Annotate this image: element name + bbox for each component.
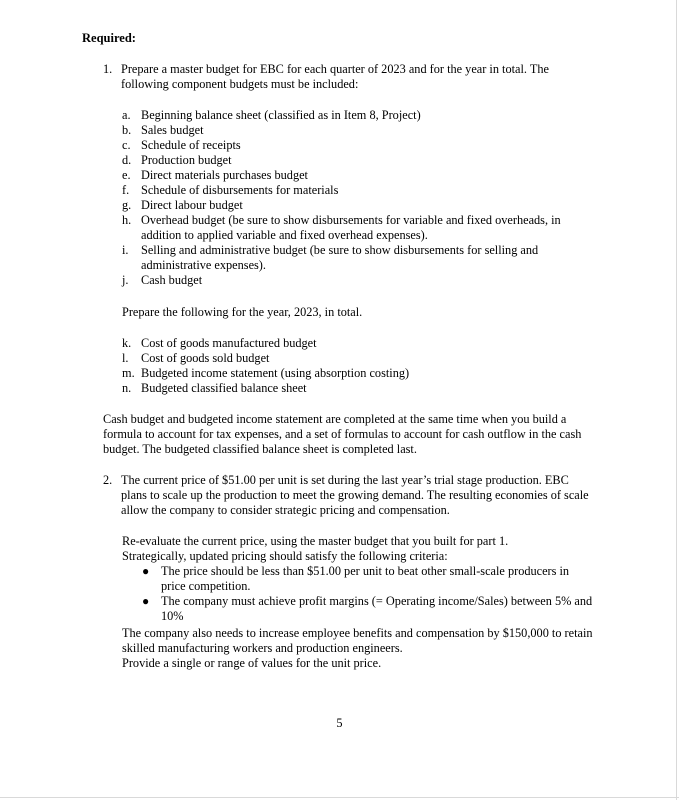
item-2-number: 2. [103, 473, 113, 487]
page-edge-right [676, 0, 677, 800]
list-text: Budgeted classified balance sheet [141, 381, 307, 395]
list-letter: h. [122, 213, 132, 227]
reevaluate-line-2: Strategically, updated pricing should satisfy the following criteria: [122, 549, 448, 563]
list-letter: a. [122, 108, 131, 122]
list-item-d [122, 153, 602, 168]
item-2-text: The current price of $51.00 per unit is set during the last year’s trial stage production. EBC plans to scale up the production to meet the growing demand. The resulting economies of scale allow the company to consider strategic pricing and compensation. [121, 473, 589, 517]
list-text: Sales budget [141, 123, 204, 137]
list-letter: e. [122, 168, 131, 182]
yearly-budget-list [122, 336, 602, 396]
list-item-f [122, 183, 602, 198]
list-letter: b. [122, 123, 132, 137]
item-1-text: Prepare a master budget for EBC for each quarter of 2023 and for the year in total. The following component budgets must be included: [121, 62, 549, 91]
list-item-a [122, 108, 602, 123]
list-letter: n. [122, 381, 132, 395]
reevaluate-line-1: Re-evaluate the current price, using the master budget that you built for part 1. [122, 534, 509, 548]
list-item-i [122, 243, 602, 273]
unit-price-instruction: Provide a single or range of values for the unit price. [122, 656, 382, 670]
required-heading: Required: [82, 31, 136, 45]
list-item-h [122, 213, 602, 243]
list-letter: g. [122, 198, 132, 212]
compensation-note: The company also needs to increase employee benefits and compensation by $150,000 to retain skilled manufacturing workers and production engineers. [122, 626, 593, 655]
criteria-text: The price should be less than $51.00 per unit to beat other small-scale producers in price competition. [161, 564, 570, 593]
list-text: Budgeted income statement (using absorption costing) [141, 366, 410, 380]
list-letter: l. [122, 351, 129, 365]
criteria-text: The company must achieve profit margins (= Operating income/Sales) between 5% and 10% [161, 594, 593, 623]
list-letter: d. [122, 153, 132, 167]
list-text: Schedule of receipts [141, 138, 241, 152]
list-text: Overhead budget (be sure to show disbursements for variable and fixed overheads, in addition to applied variable and fixed overhead expenses). [141, 213, 561, 242]
list-letter: k. [122, 336, 132, 350]
list-text: Schedule of disbursements for materials [141, 183, 339, 197]
list-item-j [122, 273, 602, 288]
list-item-l [122, 351, 602, 366]
item-2 [103, 473, 593, 518]
pricing-criteria-list [140, 564, 595, 624]
list-text: Production budget [141, 153, 232, 167]
list-text: Direct labour budget [141, 198, 243, 212]
list-letter: j. [122, 273, 129, 287]
list-item-g [122, 198, 602, 213]
bullet-icon: ● [142, 564, 150, 578]
list-item-e [122, 168, 602, 183]
component-budget-list [122, 108, 602, 288]
criteria-item-2 [140, 594, 595, 624]
list-text: Cost of goods sold budget [141, 351, 270, 365]
item-1-number: 1. [103, 62, 113, 76]
list-item-m [122, 366, 602, 381]
page-edge-bottom [0, 797, 679, 798]
list-item-n [122, 381, 602, 396]
list-letter: c. [122, 138, 131, 152]
item-1 [103, 62, 593, 92]
list-letter: m. [122, 366, 135, 380]
bullet-icon: ● [142, 594, 150, 608]
list-letter: i. [122, 243, 129, 257]
yearly-intro: Prepare the following for the year, 2023, in total. [122, 305, 363, 319]
list-text: Cash budget [141, 273, 203, 287]
list-text: Cost of goods manufactured budget [141, 336, 317, 350]
criteria-item-1 [140, 564, 595, 594]
cash-budget-note: Cash budget and budgeted income statement are completed at the same time when you build a formula to account for tax expenses, and a set of formulas to account for cash outflow in the cash budget. The budgeted classified balance sheet is completed last. [103, 412, 582, 456]
list-text: Beginning balance sheet (classified as in Item 8, Project) [141, 108, 421, 122]
list-letter: f. [122, 183, 130, 197]
list-text: Selling and administrative budget (be sure to show disbursements for selling and administrative expenses). [141, 243, 539, 272]
list-item-b [122, 123, 602, 138]
page-number: 5 [336, 716, 343, 730]
list-text: Direct materials purchases budget [141, 168, 308, 182]
list-item-c [122, 138, 602, 153]
list-item-k [122, 336, 602, 351]
